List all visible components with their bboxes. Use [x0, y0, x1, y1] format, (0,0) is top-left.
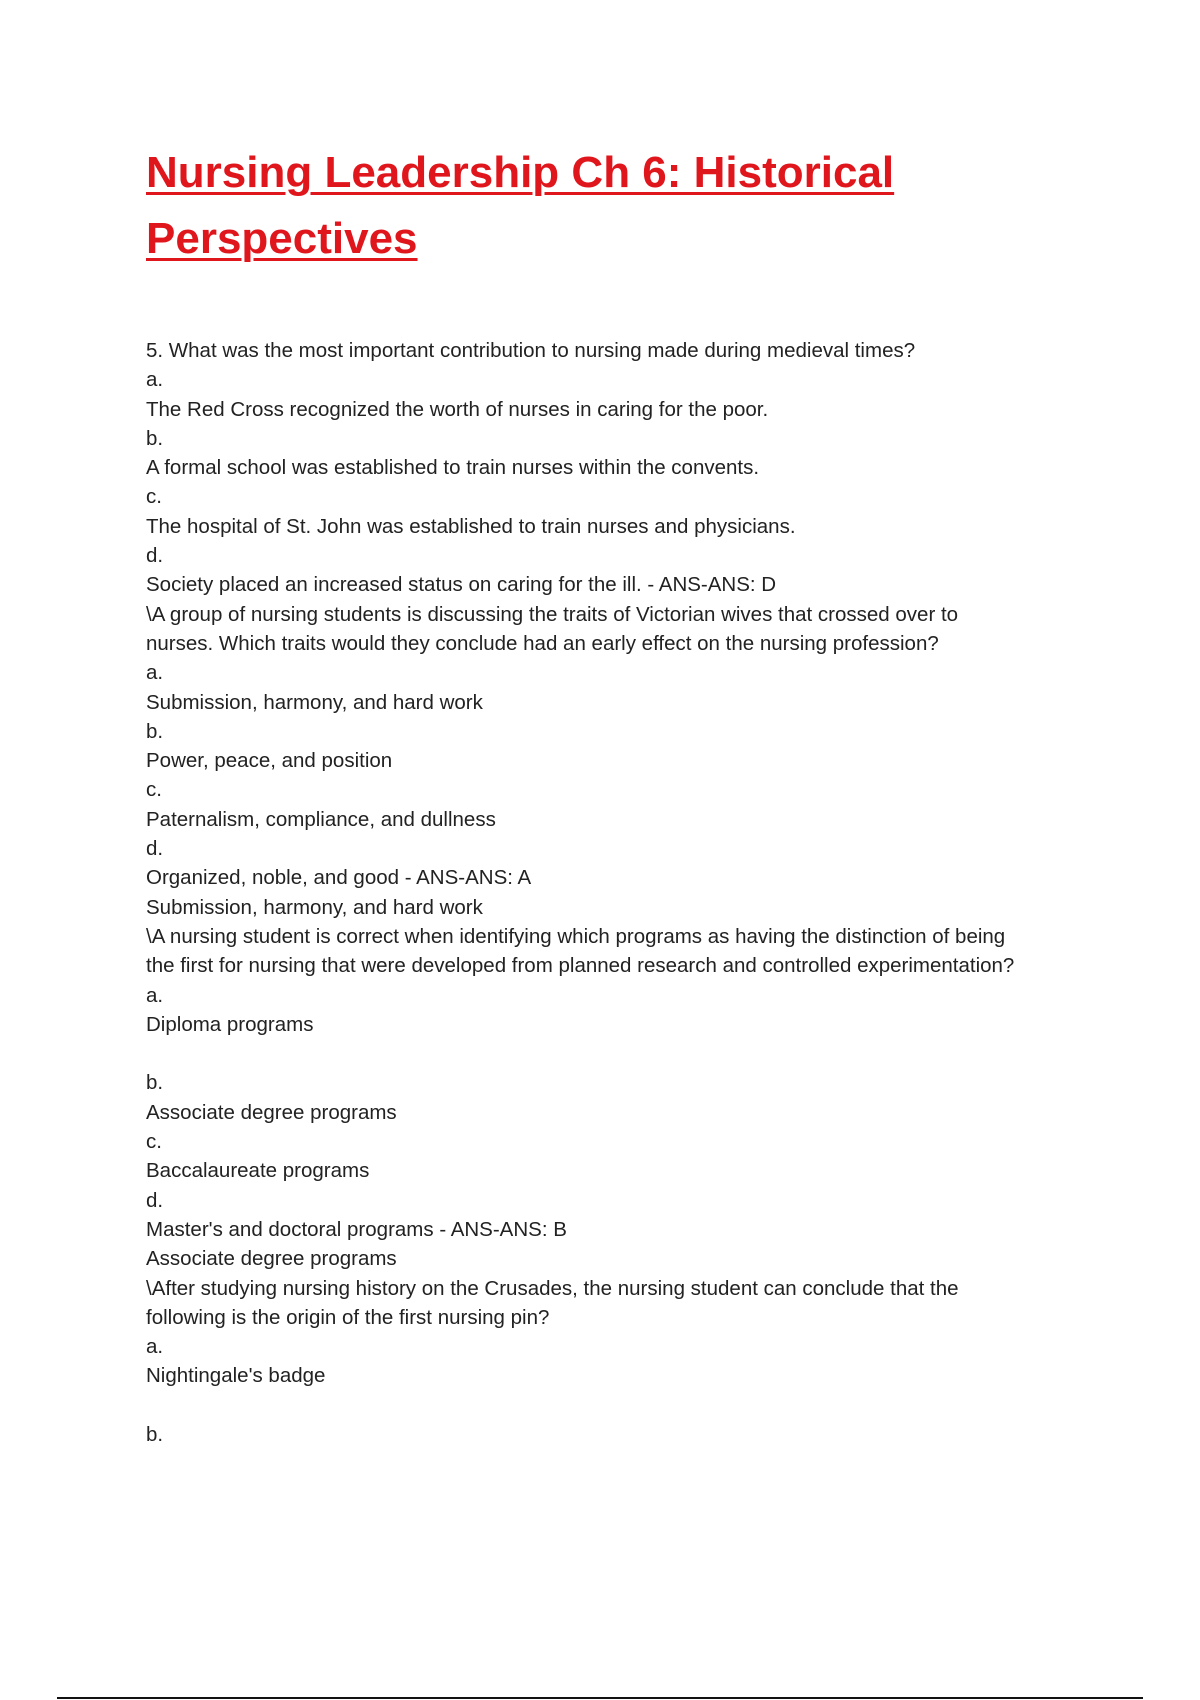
- option-letter: d.: [146, 837, 164, 861]
- option-letter: d.: [146, 544, 164, 568]
- text-line: Baccalaureate programs: [146, 1159, 370, 1183]
- text-line: Paternalism, compliance, and dullness: [146, 807, 496, 831]
- option-letter: a.: [146, 368, 164, 392]
- option-letter: a.: [146, 1335, 164, 1359]
- blank-line: [146, 1039, 1106, 1068]
- question-line: \After studying nursing history on the Crusades, the nursing student can conclude that the: [146, 1276, 959, 1300]
- text-line: Power, peace, and position: [146, 749, 393, 773]
- text-line: The Red Cross recognized the worth of nurses in caring for the poor.: [146, 397, 769, 421]
- text-line: The hospital of St. John was established to train nurses and physicians.: [146, 514, 796, 538]
- text-line: Submission, harmony, and hard work: [146, 690, 483, 714]
- option-letter: b.: [146, 1422, 164, 1446]
- question-line: nurses. Which traits would they conclude had an early effect on the nursing profession?: [146, 631, 939, 655]
- option-letter: c.: [146, 778, 162, 802]
- option-letter: c.: [146, 1130, 162, 1154]
- title-line-1: Nursing Leadership Ch 6: Historical: [146, 148, 895, 197]
- question-line: the first for nursing that were developed from planned research and controlled experimentation?: [146, 954, 1015, 978]
- option-letter: a.: [146, 983, 164, 1007]
- text-line: Associate degree programs: [146, 1247, 397, 1271]
- option-letter: d.: [146, 1188, 164, 1212]
- document-body: [146, 336, 1106, 1449]
- question-line: \A nursing student is correct when identifying which programs as having the distinction of being: [146, 924, 1006, 948]
- option-letter: c.: [146, 485, 162, 509]
- answer-line: Master's and doctoral programs - ANS-ANS: B: [146, 1217, 567, 1241]
- text-line: Submission, harmony, and hard work: [146, 895, 483, 919]
- answer-line: Organized, noble, and good - ANS-ANS: A: [146, 866, 532, 890]
- text-line: Nightingale's badge: [146, 1364, 326, 1388]
- option-letter: b.: [146, 1071, 164, 1095]
- text-line: Diploma programs: [146, 1012, 314, 1036]
- text-line: Associate degree programs: [146, 1100, 397, 1124]
- answer-line: Society placed an increased status on caring for the ill. - ANS-ANS: D: [146, 573, 777, 597]
- footer-divider: [57, 1697, 1143, 1699]
- option-letter: b.: [146, 719, 164, 743]
- option-letter: b.: [146, 426, 164, 450]
- text-line: A formal school was established to train nurses within the convents.: [146, 456, 760, 480]
- question-line: following is the origin of the first nursing pin?: [146, 1305, 550, 1329]
- document-title: [146, 140, 1046, 272]
- blank-line: [146, 1391, 1106, 1420]
- option-letter: a.: [146, 661, 164, 685]
- title-line-2: Perspectives: [146, 214, 418, 263]
- question-line: \A group of nursing students is discussing the traits of Victorian wives that crossed over to: [146, 602, 959, 626]
- question-line: 5. What was the most important contribution to nursing made during medieval times?: [146, 339, 916, 362]
